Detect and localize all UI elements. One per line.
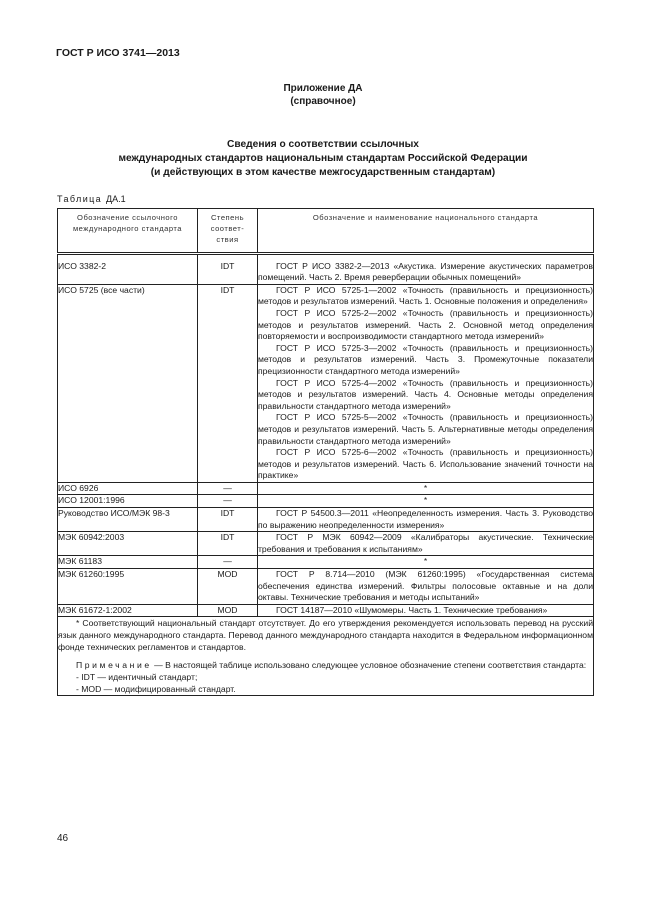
national-cell: * xyxy=(258,556,594,569)
ref-cell: МЭК 61260:1995 xyxy=(58,569,198,605)
degree-cell: — xyxy=(198,556,258,569)
degree-cell: IDT xyxy=(198,284,258,482)
table-footer-row xyxy=(58,617,594,696)
table-row xyxy=(58,508,594,532)
ref-cell: МЭК 60942:2003 xyxy=(58,532,198,556)
header-international-standard: Обозначение ссылочного международного стандарта xyxy=(58,209,198,254)
national-cell xyxy=(258,569,594,605)
national-standard-text: ГОСТ Р ИСО 5725-3—2002 «Точность (правильность и прецизионность) методов и результатов измерений. Часть 3. Промежуточные показатели прецизионности стандартного метода измерений» xyxy=(258,342,593,376)
page-number: 46 xyxy=(57,833,69,844)
footnote: * Соответствующий национальный стандарт отсутствует. До его утверждения рекомендуется использовать перевод на русский язык данного международного стандарта. Перевод данного международного стандарта находится в Федеральном информационном фонде технических регламентов и стандартов. xyxy=(58,618,593,653)
table-row xyxy=(58,532,594,556)
ref-cell: Руководство ИСО/МЭК 98-3 xyxy=(58,508,198,532)
national-standard-text: ГОСТ Р ИСО 5725-5—2002 «Точность (правильность и прецизионность) методов и результатов измерений. Часть 5. Альтернативные методы определения правильности стандартного метода измерений» xyxy=(258,412,593,446)
ref-cell: МЭК 61672-1:2002 xyxy=(58,604,198,617)
degree-cell: MOD xyxy=(198,569,258,605)
table-row xyxy=(58,569,594,605)
national-cell: * xyxy=(258,482,594,495)
title-line-2: международных стандартов национальным стандартам Российской Федерации xyxy=(118,153,528,164)
degree-cell: IDT xyxy=(198,532,258,556)
table-caption-number: ДА.1 xyxy=(106,194,126,204)
note-item-mod: - MOD — модифицированный стандарт. xyxy=(76,684,236,695)
degree-cell: IDT xyxy=(198,253,258,284)
national-standard-text: ГОСТ Р ИСО 5725-2—2002 «Точность (правильность и прецизионность) методов и результатов измерений. Часть 2. Основной метод определения повторяемости и воспроизводимости стандартного метода измерений» xyxy=(258,307,593,342)
national-standard-text: ГОСТ Р 54500.3—2011 «Неопределенность измерения. Часть 3. Руководство по выражению неопределенности измерения» xyxy=(258,508,593,530)
table-row xyxy=(58,495,594,508)
table-row xyxy=(58,284,594,482)
national-standard-text: ГОСТ Р ИСО 3382-2—2013 «Акустика. Измерение акустических параметров помещений. Часть 2. Время реверберации обычных помещений» xyxy=(258,260,593,283)
ref-cell: ИСО 5725 (все части) xyxy=(58,284,198,482)
title-line-3: (и действующих в этом качестве межгосударственным стандартам) xyxy=(150,167,496,178)
table-row xyxy=(58,604,594,617)
national-cell: * xyxy=(258,495,594,508)
header-national-standard: Обозначение и наименование национального стандарта xyxy=(258,209,594,254)
table-row xyxy=(58,253,594,284)
note-label: Примечание xyxy=(76,660,152,671)
degree-cell: — xyxy=(198,482,258,495)
national-standard-text: ГОСТ Р ИСО 5725-6—2002 «Точность (правильность и прецизионность) методов и результатов измерений. Часть 6. Использование значений точности на практике» xyxy=(258,447,593,481)
degree-cell: — xyxy=(198,495,258,508)
correspondence-table xyxy=(57,208,594,696)
ref-cell: МЭК 61183 xyxy=(58,556,198,569)
annex-subtitle: (справочное) xyxy=(290,96,356,107)
table-footer xyxy=(58,617,594,696)
note xyxy=(58,659,593,671)
ref-cell: ИСО 12001:1996 xyxy=(58,495,198,508)
national-standard-text: ГОСТ Р 8.714—2010 (МЭК 61260:1995) «Государственная система обеспечения единства измерений. Фильтры полосовые октавные и на доли октавы. Технические требования и методы испытаний» xyxy=(258,569,593,603)
table-row xyxy=(58,556,594,569)
header-degree: Степень соответ-ствия xyxy=(198,209,258,254)
national-standard-text: ГОСТ Р ИСО 5725-1—2002 «Точность (правильность и прецизионность) методов и результатов измерений. Часть 1. Основные положения и определения» xyxy=(258,284,593,307)
table-row xyxy=(58,482,594,495)
section-title xyxy=(0,138,646,180)
document-code: ГОСТ Р ИСО 3741—2013 xyxy=(56,47,180,59)
national-cell xyxy=(258,604,594,617)
ref-cell: ИСО 3382-2 xyxy=(58,253,198,284)
degree-cell: MOD xyxy=(198,604,258,617)
note-text: — В настоящей таблице использовано следующее условное обозначение степени соответствия стандарта: xyxy=(151,660,587,671)
ref-cell: ИСО 6926 xyxy=(58,482,198,495)
note-item-idt: - IDT — идентичный стандарт; xyxy=(76,672,198,683)
national-standard-text: ГОСТ Р ИСО 5725-4—2002 «Точность (правильность и прецизионность) методов и результатов измерений. Часть 4. Основные методы определения правильности стандартного метода измерений» xyxy=(258,377,593,411)
national-cell xyxy=(258,253,594,284)
table-header-row xyxy=(58,209,594,254)
national-cell xyxy=(258,284,594,482)
degree-cell: IDT xyxy=(198,508,258,532)
title-line-1: Сведения о соответствии ссылочных xyxy=(227,139,419,150)
national-cell xyxy=(258,508,594,532)
national-standard-text: ГОСТ 14187—2010 «Шумомеры. Часть 1. Технические требования» xyxy=(276,604,548,615)
national-cell xyxy=(258,532,594,556)
national-standard-text: ГОСТ Р МЭК 60942—2009 «Калибраторы акустические. Технические требования и требования к испытаниям» xyxy=(258,532,593,554)
table-caption xyxy=(57,194,126,204)
annex-title: Приложение ДА xyxy=(283,83,363,94)
table-caption-word: Таблица xyxy=(57,194,103,204)
annex-heading xyxy=(0,82,646,108)
